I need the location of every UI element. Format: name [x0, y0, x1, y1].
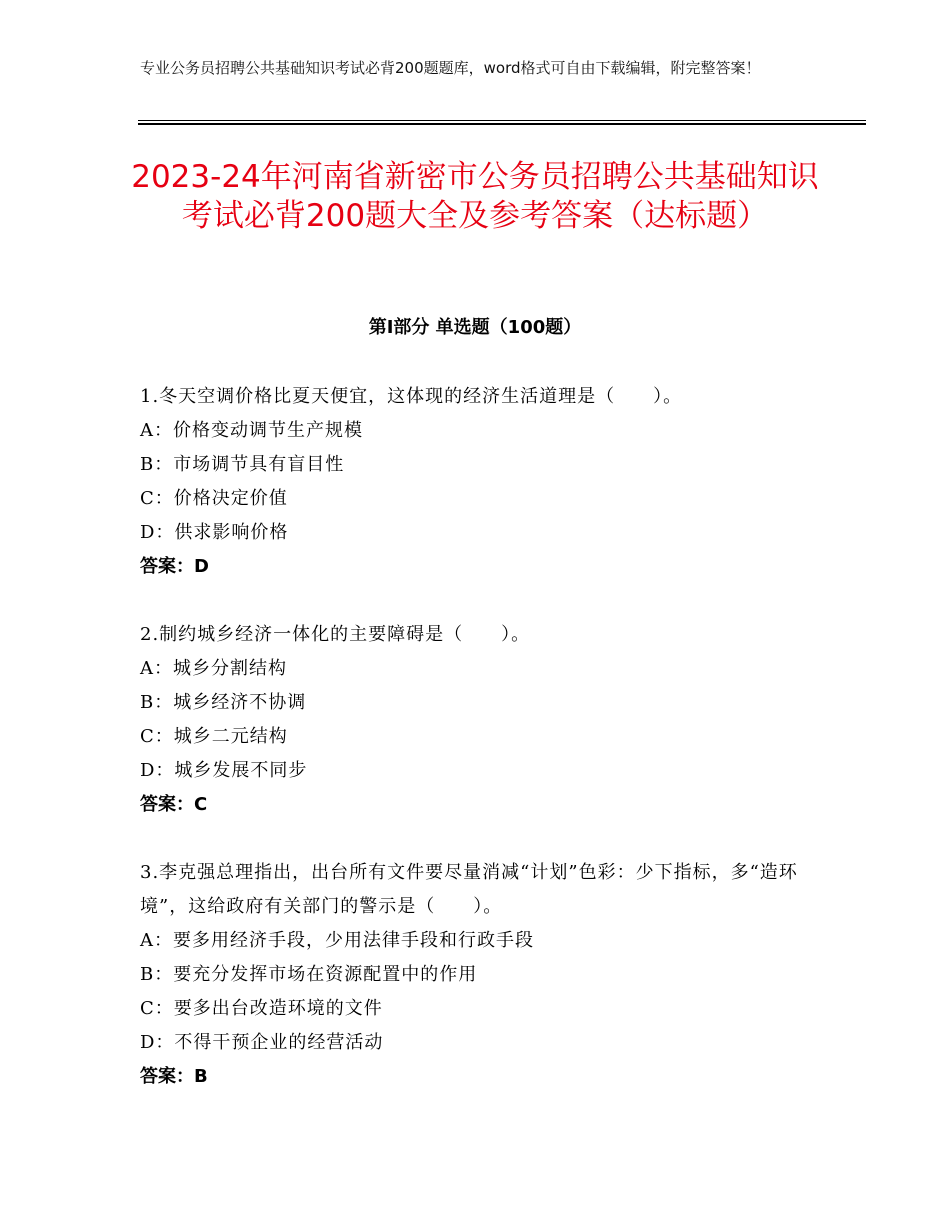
option-a: A：要多用经济手段，少用法律手段和行政手段 [140, 930, 534, 951]
option-c: C：城乡二元结构 [140, 726, 288, 747]
header-note: 专业公务员招聘公共基础知识考试必背200题题库，word格式可自由下载编辑，附完整答案！ [140, 59, 761, 77]
option-b: B：市场调节具有盲目性 [140, 454, 345, 475]
section-heading: 第Ⅰ部分 单选题（100题） [368, 317, 582, 338]
option-a: A：城乡分割结构 [140, 658, 287, 679]
question-stem: 3.李克强总理指出，出台所有文件要尽量消减“计划”色彩：少下指标，多“造环境”，这给政府有关部门的警示是（ ）。 [140, 862, 798, 917]
question-1 [140, 380, 812, 584]
option-d: D：城乡发展不同步 [140, 760, 308, 781]
option-c: C：要多出台改造环境的文件 [140, 998, 383, 1019]
answer: 答案：B [140, 1066, 208, 1087]
option-b: B：要充分发挥市场在资源配置中的作用 [140, 964, 478, 985]
option-a: A：价格变动调节生产规模 [140, 420, 363, 441]
question-stem: 2.制约城乡经济一体化的主要障碍是（ ）。 [140, 624, 531, 645]
option-d: D：供求影响价格 [140, 522, 289, 543]
question-2 [140, 618, 812, 822]
header-rule [138, 120, 866, 125]
answer: 答案：D [140, 556, 209, 577]
option-b: B：城乡经济不协调 [140, 692, 307, 713]
question-stem: 1.冬天空调价格比夏天便宜，这体现的经济生活道理是（ ）。 [140, 386, 683, 407]
document-title: 2023-24年河南省新密市公务员招聘公共基础知识考试必背200题大全及参考答案（达标题） [131, 159, 819, 234]
answer: 答案：C [140, 794, 208, 815]
option-c: C：价格决定价值 [140, 488, 288, 509]
question-3 [140, 856, 812, 1094]
option-d: D：不得干预企业的经营活动 [140, 1032, 384, 1053]
question-list [140, 380, 812, 1128]
